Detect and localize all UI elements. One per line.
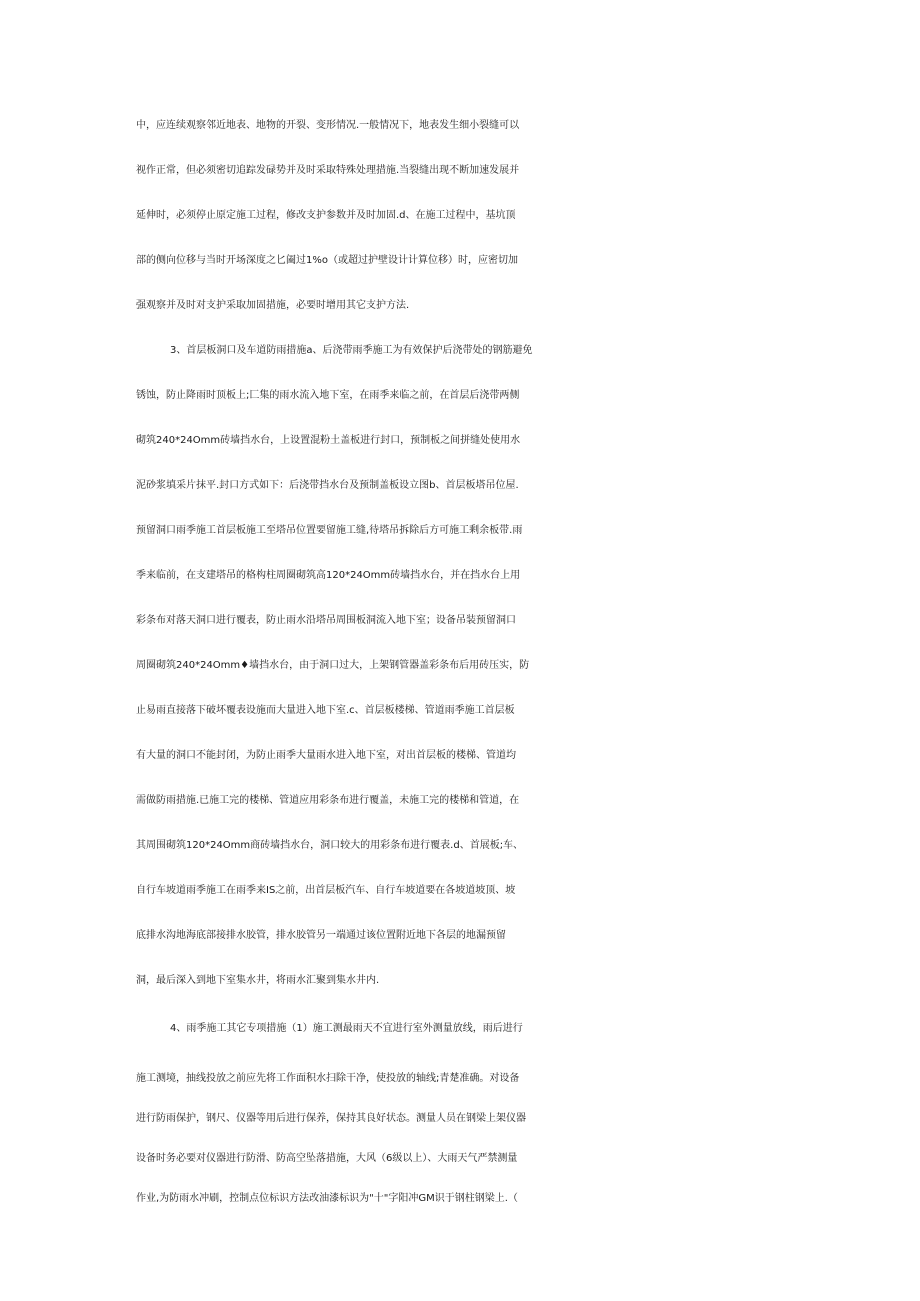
text-line: 锈蚀，防止降雨时顶板上;匚集的雨水流入地下室，在雨季来临之前，在首层后浇带两侧 [136, 390, 520, 401]
text-line: 周圈砌筑240*24Omm♦墙挡水台，由于洞口过大，上架钢管器盖彩条布后用砖压实，防 [136, 660, 530, 671]
text-line: 部的侧向位移与当时开场深度之匕阖过1%o（或超过护壁设计计算位移）时，应密切加 [136, 255, 518, 266]
text-line: 强观察并及时对支护采取加固措施，必要时增用其它支护方法. [136, 300, 410, 311]
text-line: 需做防雨措施.已施工完的楼梯、管道应用彩条布进行覆盖，未施工完的楼梯和管道，在 [136, 795, 520, 806]
text-line: 中，应连续观察邻近地表、地物的开裂、变形情况.一般情况下，地表发生细小裂缝可以 [136, 120, 520, 131]
text-line: 设备时务必要对仪器进行防滑、防高空坠落措施，大风（6级以上）、大雨天气严禁测量 [136, 1153, 518, 1164]
text-line: 预留洞口雨季施工首层板施工至塔吊位置要留施工缝,待塔吊拆除后方可施工剩余板带.雨 [136, 525, 523, 536]
text-line: 4、雨季施工其它专项措施（1）施工测最雨天不宜进行室外测量放线，雨后进行 [170, 1023, 523, 1034]
text-line: 施工测境，抽线投放之前应先将工作面积水扫除干净，使投放的轴线;青楚准确。对设备 [136, 1073, 520, 1084]
text-line: 季来临前，在支建塔吊的格构柱周圈砌筑高120*24Omm砖墙挡水台，并在挡水台上用 [136, 570, 521, 581]
text-line: 3、首层板洞口及车道防雨措施a、后浇带雨季施工为有效保护后浇带处的钢筋避免 [170, 345, 533, 356]
text-line: 延伸时，必须停止原定施工过程，修改支护参数并及时加固.d、在施工过程中，基坑顶 [136, 210, 516, 221]
text-line: 泥砂浆填采片抹平.封口方式如下：后浇带挡水台及预制盖板设立图b、首层板塔吊位屋. [136, 480, 519, 491]
text-line: 彩条布对落天洞口进行覆表，防止雨水沿塔吊周围板洞流入地下室；设备吊装预留洞口 [136, 615, 516, 626]
text-line: 视作正常，但必须密切追踪发碌势并及时采取特殊处理措施.当裂缝出现不断加速发展并 [136, 165, 520, 176]
text-line: 作业,为防雨水冲刷，控制点位标识方法改油漆标识为"十"字阳冲GM识于钢柱钢梁上.（ [136, 1193, 518, 1204]
text-line: 底排水沟地海底部接排水胶管，排水胶管另一端通过该位置附近地下各层的地漏预留 [136, 930, 506, 941]
text-line: 洞，最后深入到地下室集水井，将雨水汇聚到集水井内. [136, 975, 380, 986]
text-line: 自行车坡道雨季施工在雨季来IS之前，出首层板汽车、自行车坡道要在各坡道坡顶、坡 [136, 885, 516, 896]
text-line: 其周围砌筑120*24Omm商砖墙挡水台，洞口较大的用彩条布进行覆表.d、首展板;车、 [136, 840, 524, 851]
text-line: 进行防雨保护，钢尺、仪器等用后进行保养，保持其良好状态。测量人员在钢梁上架仪器 [136, 1113, 526, 1124]
text-line: 有大量的洞口不能封闭，为防止雨季大量雨水进入地下室，对出首层板的楼梯、管道均 [136, 750, 516, 761]
text-line: 止易雨直接落下破坏覆表设施而大量进入地下室.c、首层板楼梯、管道雨季施工首层板 [136, 705, 515, 716]
text-line: 砌筑240*24Omm砖墙挡水台，上设置混粉土盖板进行封口，预制板之间拼缝处使用水 [136, 435, 521, 446]
